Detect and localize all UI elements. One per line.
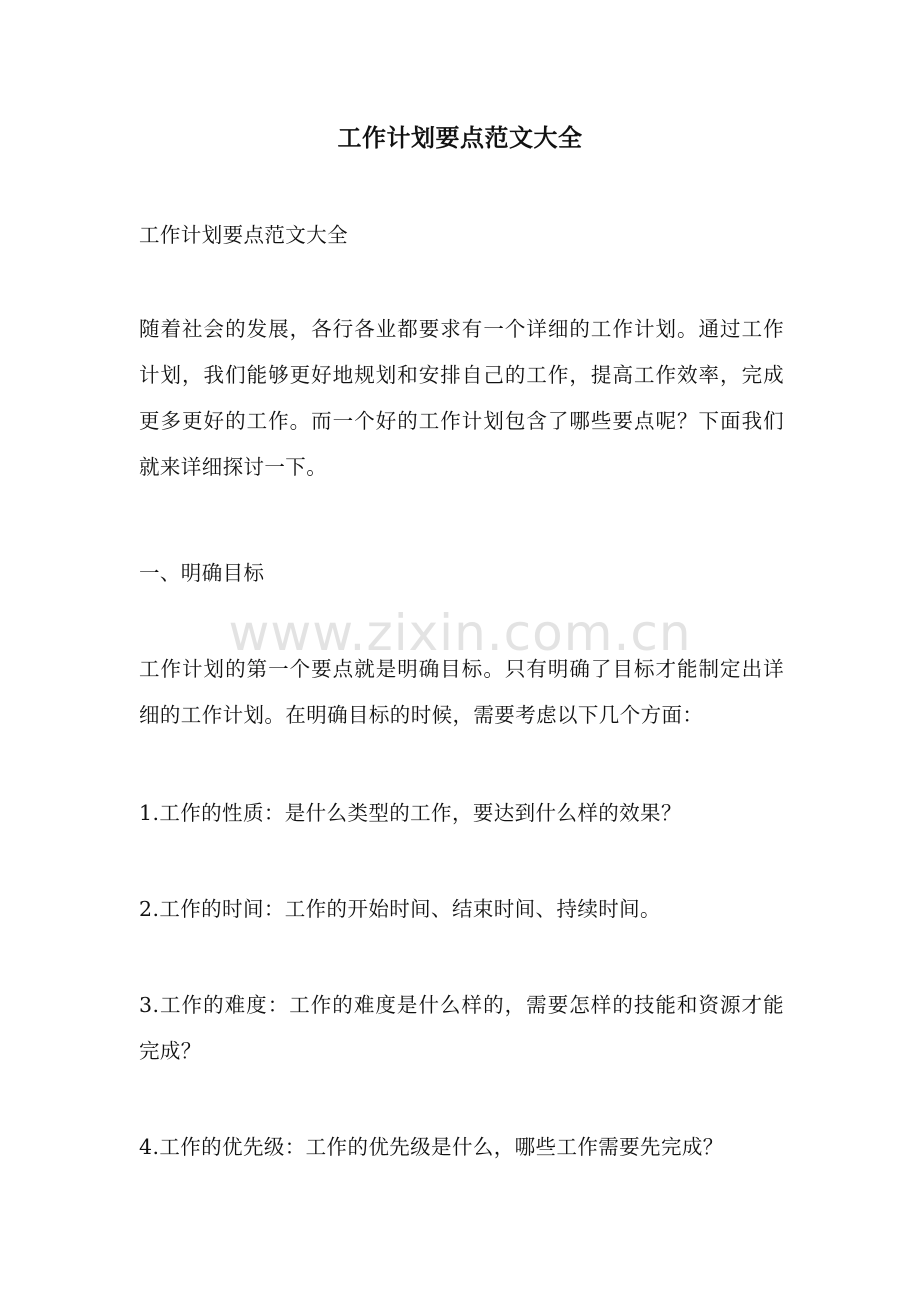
list-item: 1.工作的性质：是什么类型的工作，要达到什么样的效果？ bbox=[139, 801, 682, 825]
document-title: 工作计划要点范文大全 bbox=[337, 123, 583, 152]
watermark: www.zixin.com.cn bbox=[228, 604, 692, 662]
intro-paragraph: 随着社会的发展，各行各业都要求有一个详细的工作计划。通过工作计划，我们能够更好地规划和安排自己的工作，提高工作效率，完成更多更好的工作。而一个好的工作计划包含了哪些要点呢？下面我们就来详细探讨一下。 bbox=[139, 317, 784, 479]
section-heading: 一、明确目标 bbox=[139, 561, 265, 585]
section-body-paragraph: 工作计划的第一个要点就是明确目标。只有明确了目标才能制定出详细的工作计划。在明确目标的时候，需要考虑以下几个方面： bbox=[139, 657, 784, 727]
list-item: 4.工作的优先级：工作的优先级是什么，哪些工作需要先完成？ bbox=[139, 1135, 724, 1159]
list-item: 3.工作的难度：工作的难度是什么样的，需要怎样的技能和资源才能完成？ bbox=[139, 993, 784, 1063]
list-item: 2.工作的时间：工作的开始时间、结束时间、持续时间。 bbox=[139, 897, 661, 921]
document-subtitle: 工作计划要点范文大全 bbox=[139, 223, 348, 247]
